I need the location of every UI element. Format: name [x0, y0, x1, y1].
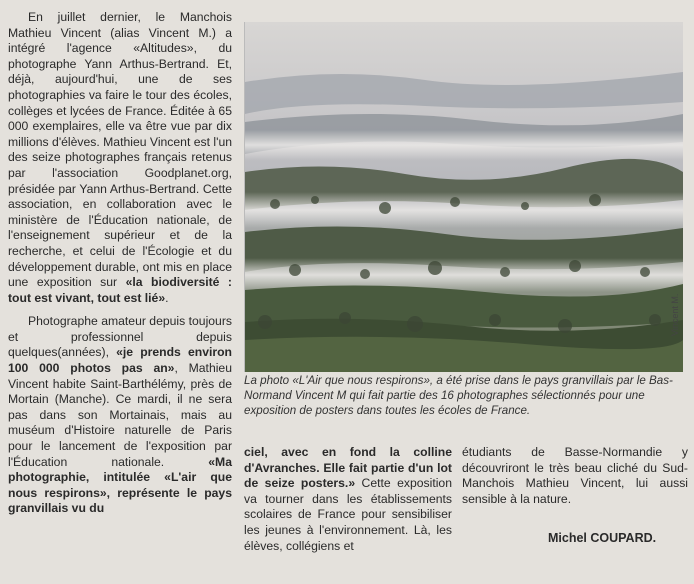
photo-caption: La photo «L'Air que nous respirons», a été prise dans le pays granvillais par le Bas-Normand Vincent M qui fait partie des 16 photographes sélectionnés pour une exposition de posters dans toutes les écoles de France. — [244, 374, 673, 418]
quote-photo-count: «je prends environ 100 000 photos pas an» — [8, 345, 232, 376]
paragraph-intro-text: En juillet dernier, le Manchois Mathieu Vincent (alias Vincent M.) a intégré l'agence «Altitudes», du photographe Yann Arthus-Bertrand. Et, déjà, aujourd'hui, une de ses photographies va faire le tour des écoles, collèges et lycées de France. Éditée à 65 000 exemplaires, elle va être vue par dix millions d'élèves. Mathieu Vincent est l'un des seize photographes français retenus par l'association Goodplanet.org, présidée par Yann Arthus-Bertrand. Cette association, en collaboration avec le ministère de l'Éducation nationale, de l'enseignement supérieur et de la recherche, et celui de l'Écologie et du développement durable, ont mis en place une exposition sur — [8, 10, 232, 290]
landscape-photo — [244, 22, 683, 372]
paragraph-intro — [8, 10, 232, 306]
quote-photo-title: «Ma photographie, intitulée «L'air que nous respirons», représente le pays granvillais vu du — [8, 454, 232, 516]
exhibition-title: «la biodiversité : tout est vivant, tout est lié» — [8, 275, 232, 305]
paragraph-continuation-text: Cette exposition va tourner dans les établissements scolaires de France pour sensibiliser les jeunes à l'environnement. Là, les élèves, collégiens et — [244, 476, 452, 553]
paragraph-photographer — [8, 314, 232, 517]
photo-credit: Vincent M. — [670, 293, 680, 336]
article-column-left — [8, 10, 232, 517]
fog-landscape-image — [245, 22, 683, 372]
paragraph-continuation — [244, 445, 452, 554]
author-signature: Michel COUPARD. — [548, 531, 657, 545]
article-column-middle — [244, 445, 452, 554]
paragraph-photographer-text-a: Photographe amateur depuis toujours et professionnel depuis quelques(années), — [8, 314, 232, 360]
quote-continuation: ciel, avec en fond la colline d'Avranches. Elle fait partie d'un lot de seize posters.» — [244, 445, 452, 491]
paragraph-intro-end: . — [165, 290, 169, 305]
paragraph-closing: étudiants de Basse-Normandie y découvriront le très beau cliché du Sud-Manchois Mathieu Vincent, lui aussi sensible à la nature. — [462, 445, 688, 506]
paragraph-photographer-text-b: , Mathieu Vincent habite Saint-Barthélémy, près de Mortain (Manche). Ce mardi, il ne sera pas dans son Mortainais, mais au muséum d'Histoire naturelle de Paris pour le lancement de l'exposition par l'Éducation nationale. — [8, 361, 232, 469]
article-column-right — [462, 445, 688, 507]
